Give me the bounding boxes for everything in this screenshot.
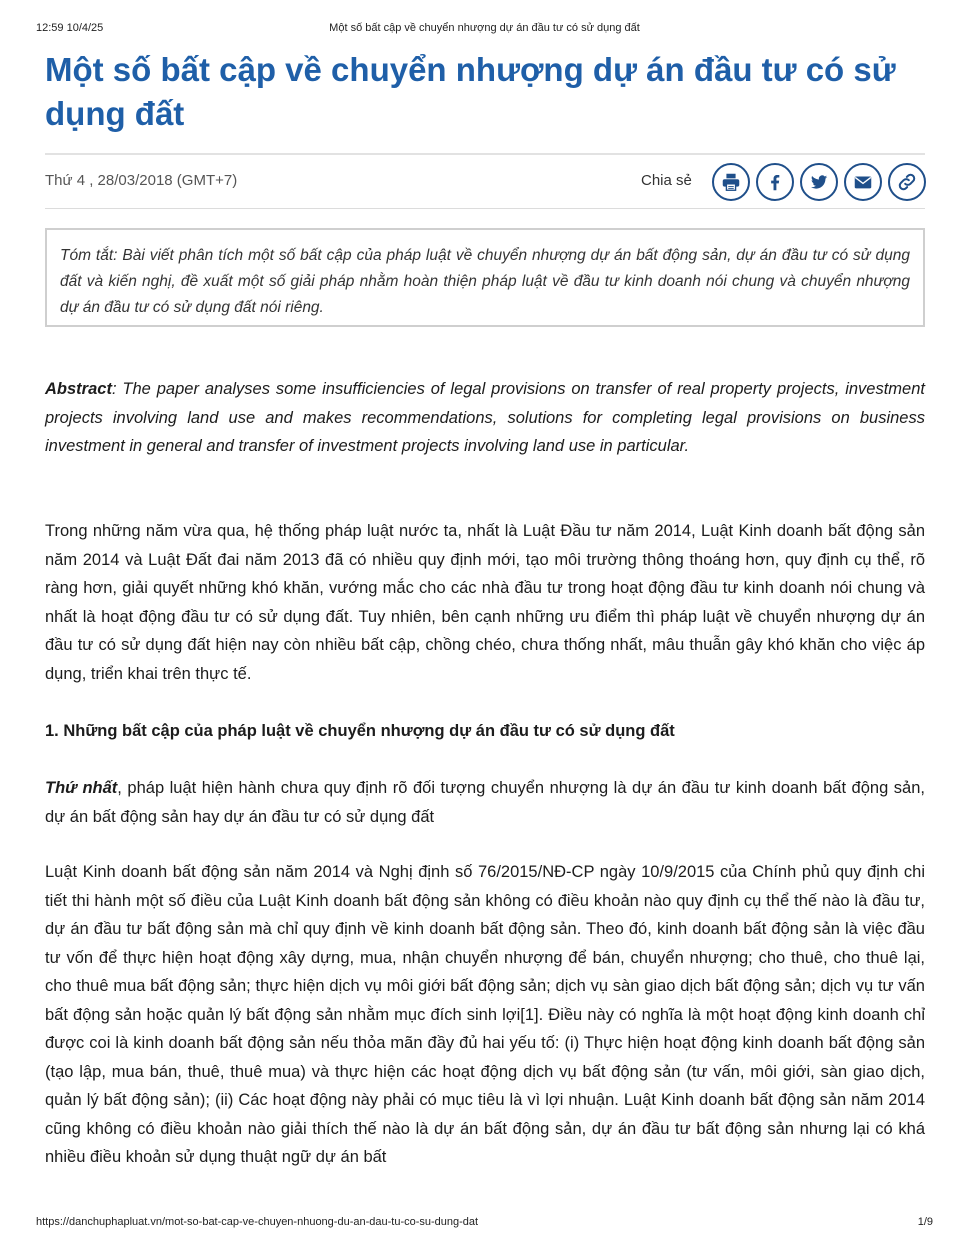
body-paragraph: Trong những năm vừa qua, hệ thống pháp luật nước ta, nhất là Luật Đầu tư năm 2014, Luật Kinh doanh bất động sản năm 2014 và Luật Đất đai năm 2013 đã có nhiều quy định mới, tạo môi trường thông thoáng hơn, quy định cụ thể, rõ ràng hơn, giải quyết những khó khăn, vướng mắc cho các nhà đầu tư trong hoạt động đầu tư kinh doanh nói chung và nhất là hoạt động đầu tư có sử dụng đất. Tuy nhiên, bên cạnh những ưu điểm thì pháp luật về chuyển nhượng dự án đầu tư có sử dụng đất hiện nay còn nhiều bất cập, chồng chéo, chưa thống nhất, mâu thuẫn gây khó khăn cho việc áp dụng, triển khai trên thực tế. <box>45 522 925 683</box>
print-page-title: Một số bất cập về chuyển nhượng dự án đầu tư có sử dụng đất <box>329 22 640 34</box>
abstract-label: Abstract <box>45 380 112 398</box>
paragraph-text: , pháp luật hiện hành chưa quy định rõ đối tượng chuyển nhượng là dự án đầu tư kinh doanh bất động sản, dự án bất động sản hay dự án đầu tư có sử dụng đất <box>45 779 925 826</box>
facebook-share-button[interactable] <box>756 163 794 201</box>
paragraph-lead: Thứ nhất <box>45 779 118 797</box>
abstract-paragraph <box>45 375 925 461</box>
section-heading: 1. Những bất cập của pháp luật về chuyển nhượng dự án đầu tư có sử dụng đất <box>45 722 675 740</box>
abstract-text: : The paper analyses some insufficiencies of legal provisions on transfer of real property projects, investment projects involving land use and makes recommendations, solutions for completing legal provisions on business investment in general and transfer of investment projects involving land use in particular. <box>45 380 925 455</box>
meta-divider <box>45 208 925 209</box>
title-divider <box>45 153 925 155</box>
body-paragraph: Luật Kinh doanh bất động sản năm 2014 và Nghị định số 76/2015/NĐ-CP ngày 10/9/2015 của Chính phủ quy định chi tiết thi hành một số điều của Luật Kinh doanh bất động sản không có điều khoản nào quy định cụ thể thế nào là đầu tư, dự án đầu tư bất động sản mà chỉ quy định về kinh doanh bất động sản. Theo đó, kinh doanh bất động sản là việc đầu tư vốn để thực hiện hoạt động xây dựng, mua, nhận chuyển nhượng để bán, chuyển nhượng; cho thuê, cho thuê lại, cho thuê mua bất động sản; thực hiện dịch vụ môi giới bất động sản; dịch vụ sàn giao dịch bất động sản; dịch vụ tư vấn bất động sản hoặc quản lý bất động sản nhằm mục đích sinh lợi[1]. Điều này có nghĩa là một hoạt động kinh doanh chỉ được coi là kinh doanh bất động sản nếu thỏa mãn đầy đủ hai yếu tố: (i) Thực hiện hoạt động kinh doanh bất động sản (tạo lập, mua bán, thuê, thuê mua) và thực hiện các hoạt động dịch vụ bất động sản (tư vấn, môi giới, sàn giao dịch, quản lý bất động sản); (ii) Các hoạt động này phải có mục tiêu là vì lợi nhuận. Luật Kinh doanh bất động sản năm 2014 cũng không có điều khoản nào giải thích thế nào là dự án bất động sản, dự án đầu tư bất động sản nhưng lại có khá nhiều điều khoản sử dụng thuật ngữ dự án bất <box>45 863 925 1166</box>
twitter-share-button[interactable] <box>800 163 838 201</box>
summary-box <box>45 228 925 327</box>
facebook-icon <box>764 171 786 193</box>
print-footer <box>36 1216 933 1232</box>
body-paragraph <box>45 774 925 831</box>
page-url: https://danchuphapluat.vn/mot-so-bat-cap-ve-chuyen-nhuong-du-an-dau-tu-co-su-dung-dat <box>36 1216 479 1228</box>
twitter-icon <box>808 171 830 193</box>
copy-link-button[interactable] <box>888 163 926 201</box>
print-header <box>36 22 933 38</box>
share-label: Chia sẻ <box>641 172 692 189</box>
print-datetime: 12:59 10/4/25 <box>36 22 104 34</box>
email-icon <box>852 171 874 193</box>
article-date: Thứ 4 , 28/03/2018 (GMT+7) <box>45 172 238 189</box>
email-share-button[interactable] <box>844 163 882 201</box>
link-icon <box>896 171 918 193</box>
print-button[interactable] <box>712 163 750 201</box>
share-bar <box>712 163 926 201</box>
page-number: 1/9 <box>917 1216 933 1228</box>
summary-text: Tóm tắt: Bài viết phân tích một số bất cập của pháp luật về chuyển nhượng dự án bất động sản, dự án đầu tư có sử dụng đất và kiến nghị, đề xuất một số giải pháp nhằm hoàn thiện pháp luật về đầu tư kinh doanh nói chung và chuyển nhượng dự án đầu tư có sử dụng đất nói riêng. <box>60 247 910 316</box>
article-title: Một số bất cập về chuyển nhượng dự án đầu tư có sử dụng đất <box>45 51 896 132</box>
print-icon <box>720 171 742 193</box>
